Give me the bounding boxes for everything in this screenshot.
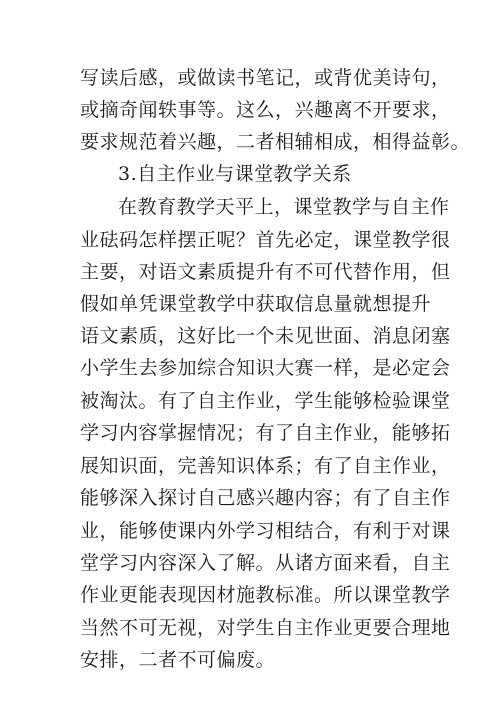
- text-line: 安排，二者不可偏废。: [80, 649, 276, 671]
- text-line: 业，能够使课内外学习相结合，有利于对课: [80, 520, 451, 542]
- text-line: 展知识面，完善知识体系；有了自主作业，: [80, 455, 451, 477]
- text-line: 学习内容掌握情况；有了自主作业，能够拓: [80, 422, 451, 444]
- text-line: 写读后感，或做读书笔记，或背优美诗句，: [80, 67, 451, 89]
- text-line: 假如单凭课堂教学中获取信息量就想提升: [80, 293, 432, 315]
- paragraph-first-line: 在教育教学天平上，课堂教学与自主作: [118, 196, 450, 218]
- text-line: 语文素质，这好比一个未见世面、消息闭塞: [80, 325, 451, 347]
- text-line: 作业更能表现因材施教标准。所以课堂教学: [80, 584, 451, 606]
- text-line: 被淘汰。有了自主作业，学生能够检验课堂: [80, 390, 451, 412]
- text-line: 当然不可无视，对学生自主作业更要合理地: [80, 617, 451, 639]
- text-line: 主要，对语文素质提升有不可代替作用，但: [80, 261, 451, 283]
- text-line: 堂学习内容深入了解。从诸方面来看，自主: [80, 552, 451, 574]
- text-line: 能够深入探讨自己感兴趣内容；有了自主作: [80, 487, 451, 509]
- section-heading: 3.自主作业与课堂教学关系: [118, 163, 352, 185]
- text-line: 或摘奇闻轶事等。这么，兴趣离不开要求，: [80, 99, 451, 121]
- text-line: 业砝码怎样摆正呢？首先必定，课堂教学很: [80, 229, 451, 251]
- text-line: 要求规范着兴趣，二者相辅相成，相得益彰。: [80, 131, 471, 153]
- text-line: 小学生去参加综合知识大赛一样，是必定会: [80, 357, 451, 379]
